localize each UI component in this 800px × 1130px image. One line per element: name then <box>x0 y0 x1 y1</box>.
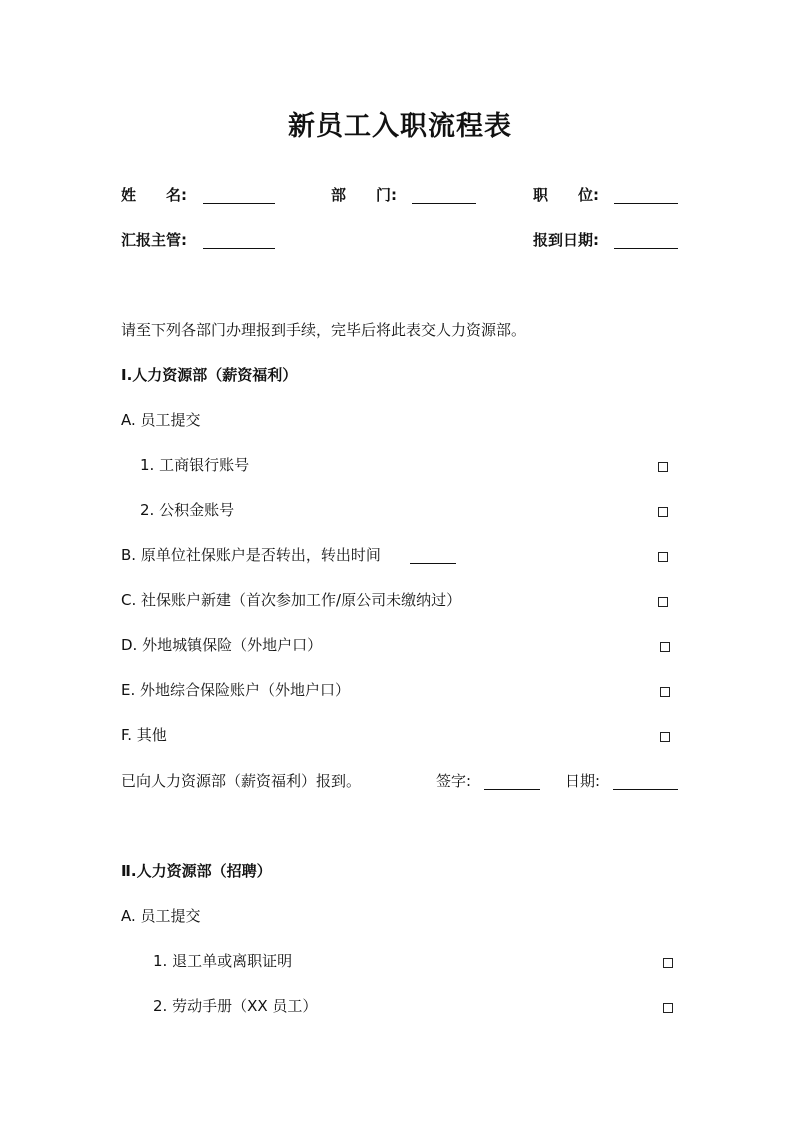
checkbox-social-insurance-transfer[interactable] <box>658 552 668 562</box>
checkbox-urban-insurance[interactable] <box>660 642 670 652</box>
position-field[interactable] <box>614 189 678 204</box>
section2-title: Ⅱ.人力资源部（招聘） <box>121 862 272 880</box>
transfer-time-field[interactable] <box>410 549 456 564</box>
section2-a-label: A. 员工提交 <box>121 907 201 925</box>
signature-field[interactable] <box>484 775 540 790</box>
section1-d-label: D. 外地城镇保险（外地户口） <box>121 636 323 654</box>
checkbox-resignation-proof[interactable] <box>663 958 673 968</box>
section1-item-bank-account: 1. 工商银行账号 <box>140 456 250 474</box>
page-title: 新员工入职流程表 <box>288 111 512 142</box>
section1-title: Ⅰ.人力资源部（薪资福利） <box>121 366 298 384</box>
position-label: 职 位: <box>533 186 599 204</box>
section1-c-label: C. 社保账户新建（首次参加工作/原公司未缴纳过） <box>121 591 462 609</box>
name-label: 姓 名: <box>121 186 187 204</box>
section1-a-label: A. 员工提交 <box>121 411 201 429</box>
section1-item-housing-fund: 2. 公积金账号 <box>140 501 235 519</box>
name-field[interactable] <box>203 189 275 204</box>
section2-item-labor-handbook: 2. 劳动手册（XX 员工） <box>153 997 318 1015</box>
department-field[interactable] <box>412 189 476 204</box>
sign-date-label: 日期: <box>565 772 601 790</box>
report-date-field[interactable] <box>614 234 678 249</box>
checkbox-new-social-insurance[interactable] <box>658 597 668 607</box>
intro-text: 请至下列各部门办理报到手续，完毕后将此表交人力资源部。 <box>121 321 527 339</box>
section2-item-resignation-proof: 1. 退工单或离职证明 <box>153 952 293 970</box>
department-label: 部 门: <box>331 186 397 204</box>
section1-f-label: F. 其他 <box>121 726 167 744</box>
sign-date-field[interactable] <box>613 775 678 790</box>
supervisor-label: 汇报主管: <box>121 231 187 249</box>
section1-e-label: E. 外地综合保险账户（外地户口） <box>121 681 351 699</box>
checkbox-comprehensive-insurance[interactable] <box>660 687 670 697</box>
report-date-label: 报到日期: <box>533 231 599 249</box>
signature-label: 签字: <box>436 772 472 790</box>
section1-confirm-text: 已向人力资源部（薪资福利）报到。 <box>121 772 362 790</box>
checkbox-bank-account[interactable] <box>658 462 668 472</box>
section1-b-label: B. 原单位社保账户是否转出，转出时间 <box>121 546 381 564</box>
checkbox-labor-handbook[interactable] <box>663 1003 673 1013</box>
supervisor-field[interactable] <box>203 234 275 249</box>
checkbox-other[interactable] <box>660 732 670 742</box>
checkbox-housing-fund[interactable] <box>658 507 668 517</box>
